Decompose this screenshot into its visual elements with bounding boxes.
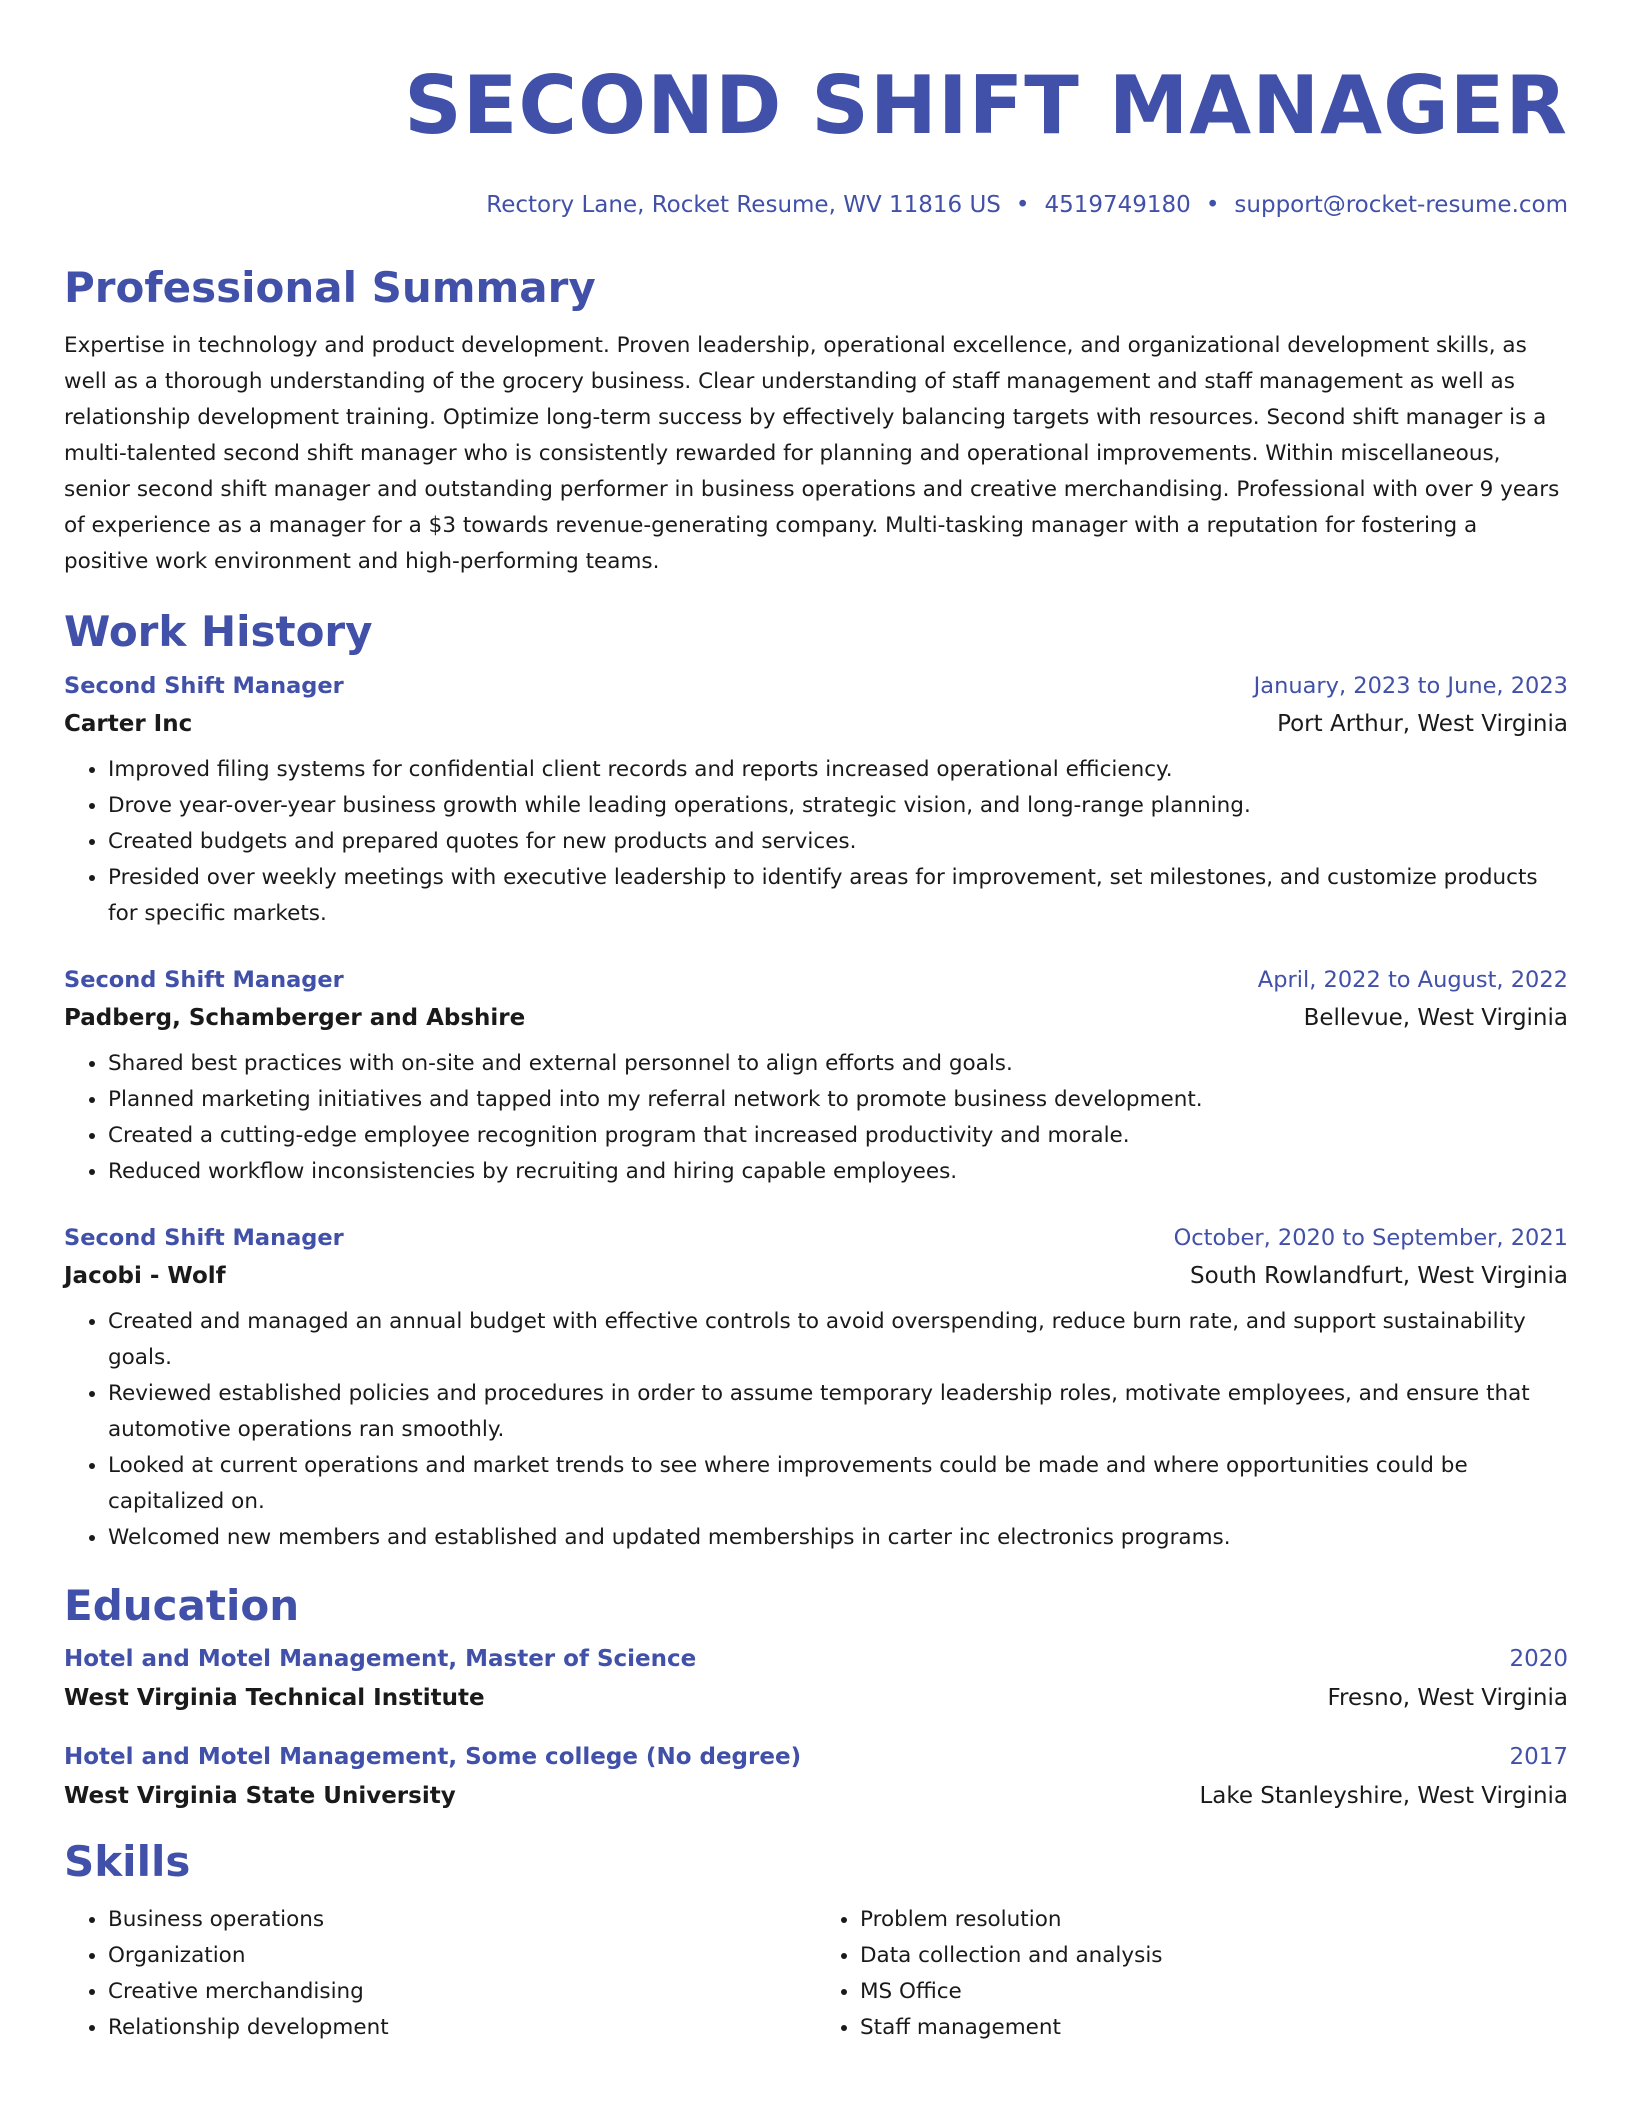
education-entry — [64, 1738, 1568, 1816]
section-title-skills: Skills — [64, 1837, 191, 1886]
job-bullet: • Looked at current operations and market trends to see where improvements could be made and where opportunities could be capitalized on. — [108, 1448, 1568, 1520]
job-dates: January, 2023 to June, 2023 — [1253, 673, 1568, 699]
contact-phone: 4519749180 — [1044, 192, 1191, 218]
contact-address: Rectory Lane, Rocket Resume, WV 11816 US — [486, 192, 1001, 218]
job-bullet: • Welcomed new members and established and updated memberships in carter inc electronics programs. — [108, 1520, 1568, 1556]
skill-item: • Business operations — [108, 1902, 816, 1938]
job-bullets — [64, 1304, 1568, 1556]
job-bullet: • Created budgets and prepared quotes for new products and services. — [108, 824, 1568, 860]
education-degree: Hotel and Motel Management, Master of Science — [64, 1646, 697, 1672]
education-location: Fresno, West Virginia — [1327, 1685, 1568, 1711]
skill-item: • Organization — [108, 1938, 816, 1974]
job-location: South Rowlandfurt, West Virginia — [1190, 1263, 1568, 1289]
education-year: 2017 — [1509, 1744, 1568, 1770]
job-dates: October, 2020 to September, 2021 — [1173, 1225, 1568, 1251]
skills-columns — [64, 1902, 1568, 2046]
resume-name: SECOND SHIFT MANAGER — [404, 59, 1568, 152]
job-bullet: • Created a cutting-edge employee recognition program that increased productivity and morale. — [108, 1118, 1568, 1154]
education-location: Lake Stanleyshire, West Virginia — [1199, 1783, 1568, 1809]
skill-item: • Staff management — [860, 2010, 1568, 2046]
summary-text: Expertise in technology and product development. Proven leadership, operational excellence, and organizational development skills, as well as a thorough understanding of the grocery business. Clear understanding of staff management and staff management as well as relationship development training. Optimize long-term success by effectively balancing targets with resources. Second shift manager is a multi-talented second shift manager who is consistently rewarded for planning and operational improvements. Within miscellaneous, senior second shift manager and outstanding performer in business operations and creative merchandising. Professional with over 9 years of experience as a manager for a $3 towards revenue-generating company. Multi-tasking manager with a reputation for fostering a positive work environment and high-performing teams. — [64, 333, 1560, 574]
education-degree: Hotel and Motel Management, Some college (No degree) — [64, 1744, 802, 1770]
summary-section — [64, 262, 1568, 580]
skills-list-left — [64, 1902, 816, 2046]
job-role: Second Shift Manager — [64, 673, 344, 699]
job-bullet: • Drove year-over-year business growth while leading operations, strategic vision, and long-range planning. — [108, 788, 1568, 824]
job-bullet: • Reviewed established policies and procedures in order to assume temporary leadership roles, motivate employees, and ensure that automotive operations ran smoothly. — [108, 1376, 1568, 1448]
education-entry — [64, 1640, 1568, 1718]
skill-item: • Relationship development — [108, 2010, 816, 2046]
job-company: Carter Inc — [64, 711, 193, 737]
job-entry — [64, 1220, 1568, 1556]
job-company: Padberg, Schamberger and Abshire — [64, 1005, 526, 1031]
job-bullets — [64, 752, 1568, 932]
job-company: Jacobi - Wolf — [64, 1263, 226, 1289]
education-year: 2020 — [1509, 1646, 1568, 1672]
skills-list-right — [816, 1902, 1568, 2046]
job-location: Bellevue, West Virginia — [1303, 1005, 1568, 1031]
contact-separator: • — [1015, 192, 1030, 218]
contact-line — [64, 190, 1568, 220]
section-title-summary: Professional Summary — [64, 263, 596, 312]
skill-item: • Problem resolution — [860, 1902, 1568, 1938]
education-school: West Virginia Technical Institute — [64, 1685, 485, 1711]
contact-separator: • — [1205, 192, 1220, 218]
job-bullets — [64, 1046, 1568, 1190]
job-bullet: • Improved filing systems for confidential client records and reports increased operational efficiency. — [108, 752, 1568, 788]
job-entry — [64, 962, 1568, 1190]
skill-item: • Creative merchandising — [108, 1974, 816, 2010]
skill-item: • Data collection and analysis — [860, 1938, 1568, 1974]
job-location: Port Arthur, West Virginia — [1277, 711, 1568, 737]
job-bullet: • Planned marketing initiatives and tapped into my referral network to promote business development. — [108, 1082, 1568, 1118]
section-title-work-history: Work History — [64, 607, 373, 656]
job-role: Second Shift Manager — [64, 967, 344, 993]
contact-email: support@rocket-resume.com — [1234, 192, 1568, 218]
job-bullet: • Presided over weekly meetings with executive leadership to identify areas for improvement, set milestones, and customize products for specific markets. — [108, 860, 1568, 932]
job-role: Second Shift Manager — [64, 1225, 344, 1251]
job-bullet: • Created and managed an annual budget with effective controls to avoid overspending, reduce burn rate, and support sustainability goals. — [108, 1304, 1568, 1376]
job-bullet: • Shared best practices with on-site and external personnel to align efforts and goals. — [108, 1046, 1568, 1082]
job-entry — [64, 668, 1568, 932]
work-history-section — [64, 606, 1568, 1556]
job-dates: April, 2022 to August, 2022 — [1257, 967, 1568, 993]
education-school: West Virginia State University — [64, 1783, 456, 1809]
education-section — [64, 1580, 1568, 1816]
section-title-education: Education — [64, 1581, 300, 1630]
resume-header — [64, 58, 1568, 220]
job-bullet: • Reduced workflow inconsistencies by recruiting and hiring capable employees. — [108, 1154, 1568, 1190]
skill-item: • MS Office — [860, 1974, 1568, 2010]
skills-section — [64, 1836, 1568, 2046]
